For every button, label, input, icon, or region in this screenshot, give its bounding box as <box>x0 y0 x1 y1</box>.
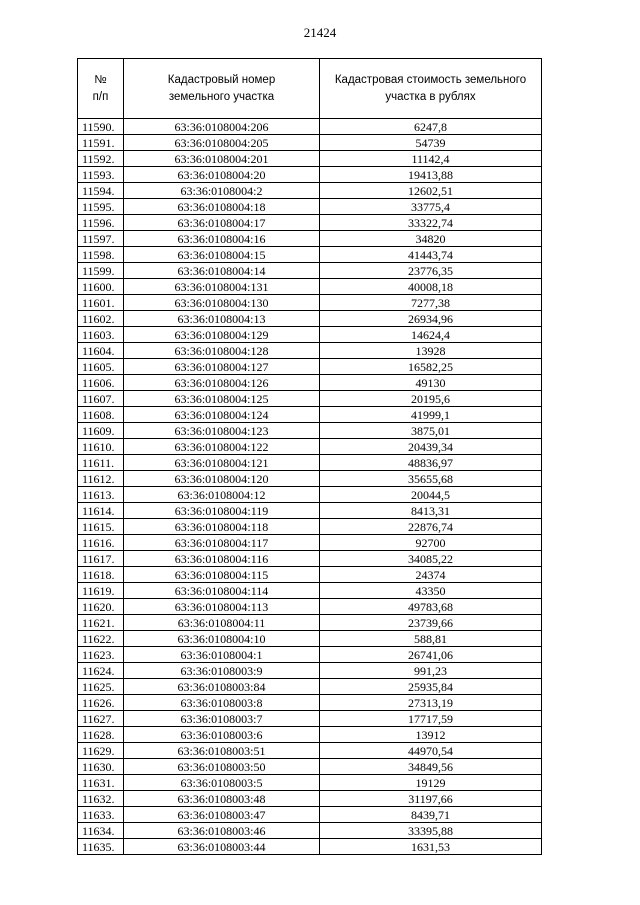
table-row <box>78 279 542 295</box>
cadastral-value-cell: 34085,22 <box>320 551 542 567</box>
row-number-cell: 11608. <box>78 407 124 423</box>
table-row <box>78 743 542 759</box>
row-number-cell: 11601. <box>78 295 124 311</box>
row-number-cell: 11612. <box>78 471 124 487</box>
row-number-cell: 11599. <box>78 263 124 279</box>
table-row <box>78 647 542 663</box>
row-number-cell: 11607. <box>78 391 124 407</box>
cadastral-value-cell: 43350 <box>320 583 542 599</box>
cadastral-number-cell: 63:36:0108003:9 <box>124 663 320 679</box>
table-row <box>78 759 542 775</box>
cadastral-number-cell: 63:36:0108004:11 <box>124 615 320 631</box>
cadastral-value-cell: 13928 <box>320 343 542 359</box>
cadastral-value-cell: 33322,74 <box>320 215 542 231</box>
cadastral-number-cell: 63:36:0108004:113 <box>124 599 320 615</box>
cadastral-number-cell: 63:36:0108003:84 <box>124 679 320 695</box>
table-row <box>78 711 542 727</box>
row-number-cell: 11622. <box>78 631 124 647</box>
cadastral-number-cell: 63:36:0108003:48 <box>124 791 320 807</box>
table-row <box>78 327 542 343</box>
cadastral-number-cell: 63:36:0108003:6 <box>124 727 320 743</box>
row-number-cell: 11615. <box>78 519 124 535</box>
cadastral-value-cell: 34849,56 <box>320 759 542 775</box>
cadastral-value-cell: 11142,4 <box>320 151 542 167</box>
row-number-cell: 11620. <box>78 599 124 615</box>
row-number-cell: 11633. <box>78 807 124 823</box>
cadastral-number-cell: 63:36:0108004:12 <box>124 487 320 503</box>
table-row <box>78 439 542 455</box>
table-row <box>78 455 542 471</box>
cadastral-number-cell: 63:36:0108004:20 <box>124 167 320 183</box>
cadastral-number-cell: 63:36:0108004:119 <box>124 503 320 519</box>
table-row <box>78 775 542 791</box>
cadastral-value-cell: 20439,34 <box>320 439 542 455</box>
cadastral-number-cell: 63:36:0108004:13 <box>124 311 320 327</box>
table-row <box>78 167 542 183</box>
header-cadastral-value-line-1: Кадастровая стоимость земельного <box>334 73 527 86</box>
cadastral-number-cell: 63:36:0108003:8 <box>124 695 320 711</box>
table-row <box>78 519 542 535</box>
row-number-cell: 11618. <box>78 567 124 583</box>
table-row <box>78 231 542 247</box>
cadastral-value-cell: 13912 <box>320 727 542 743</box>
table-header-row <box>78 59 542 119</box>
row-number-cell: 11627. <box>78 711 124 727</box>
cadastral-value-cell: 41443,74 <box>320 247 542 263</box>
row-number-cell: 11604. <box>78 343 124 359</box>
cadastral-value-cell: 3875,01 <box>320 423 542 439</box>
cadastral-value-cell: 49130 <box>320 375 542 391</box>
table-row <box>78 535 542 551</box>
row-number-cell: 11623. <box>78 647 124 663</box>
row-number-cell: 11611. <box>78 455 124 471</box>
header-row-number-line-2: п/п <box>92 90 109 103</box>
cadastral-number-cell: 63:36:0108004:115 <box>124 567 320 583</box>
row-number-cell: 11635. <box>78 839 124 855</box>
cadastral-value-cell: 20195,6 <box>320 391 542 407</box>
cadastral-number-cell: 63:36:0108003:5 <box>124 775 320 791</box>
cadastral-value-cell: 8413,31 <box>320 503 542 519</box>
cadastral-number-cell: 63:36:0108004:205 <box>124 135 320 151</box>
cadastral-number-cell: 63:36:0108004:15 <box>124 247 320 263</box>
row-number-cell: 11594. <box>78 183 124 199</box>
table-row <box>78 407 542 423</box>
row-number-cell: 11628. <box>78 727 124 743</box>
table-header <box>78 59 542 119</box>
row-number-cell: 11631. <box>78 775 124 791</box>
page-number: 21424 <box>303 25 337 40</box>
table-row <box>78 631 542 647</box>
table-row <box>78 663 542 679</box>
cadastral-value-cell: 17717,59 <box>320 711 542 727</box>
row-number-cell: 11590. <box>78 119 124 135</box>
table-row <box>78 503 542 519</box>
cadastral-value-cell: 48836,97 <box>320 455 542 471</box>
row-number-cell: 11591. <box>78 135 124 151</box>
cadastral-number-cell: 63:36:0108004:206 <box>124 119 320 135</box>
cadastral-number-cell: 63:36:0108004:201 <box>124 151 320 167</box>
cadastral-value-cell: 20044,5 <box>320 487 542 503</box>
cadastral-number-cell: 63:36:0108004:124 <box>124 407 320 423</box>
table-row <box>78 423 542 439</box>
row-number-cell: 11616. <box>78 535 124 551</box>
row-number-cell: 11598. <box>78 247 124 263</box>
row-number-cell: 11605. <box>78 359 124 375</box>
cadastral-number-cell: 63:36:0108004:126 <box>124 375 320 391</box>
cadastral-value-cell: 26741,06 <box>320 647 542 663</box>
table-row <box>78 471 542 487</box>
cadastral-number-cell: 63:36:0108004:128 <box>124 343 320 359</box>
cadastral-value-cell: 991,23 <box>320 663 542 679</box>
table-row <box>78 295 542 311</box>
cadastral-value-cell: 22876,74 <box>320 519 542 535</box>
table-row <box>78 119 542 135</box>
cadastral-value-table <box>77 58 542 855</box>
cadastral-number-cell: 63:36:0108004:114 <box>124 583 320 599</box>
table-row <box>78 583 542 599</box>
cadastral-number-cell: 63:36:0108003:47 <box>124 807 320 823</box>
cadastral-value-cell: 24374 <box>320 567 542 583</box>
cadastral-value-cell: 92700 <box>320 535 542 551</box>
cadastral-number-cell: 63:36:0108003:7 <box>124 711 320 727</box>
cadastral-number-cell: 63:36:0108004:127 <box>124 359 320 375</box>
row-number-cell: 11629. <box>78 743 124 759</box>
table-row <box>78 183 542 199</box>
cadastral-number-cell: 63:36:0108004:129 <box>124 327 320 343</box>
table-body <box>78 119 542 855</box>
table-row <box>78 375 542 391</box>
cadastral-value-cell: 44970,54 <box>320 743 542 759</box>
row-number-cell: 11602. <box>78 311 124 327</box>
cadastral-number-cell: 63:36:0108004:130 <box>124 295 320 311</box>
cadastral-number-cell: 63:36:0108004:122 <box>124 439 320 455</box>
header-cadastral-value-line-2: участка в рублях <box>385 90 476 103</box>
header-row-number <box>78 59 124 119</box>
cadastral-value-cell: 19413,88 <box>320 167 542 183</box>
cadastral-value-cell: 34820 <box>320 231 542 247</box>
table-row <box>78 599 542 615</box>
cadastral-value-cell: 8439,71 <box>320 807 542 823</box>
table-row <box>78 151 542 167</box>
cadastral-number-cell: 63:36:0108004:10 <box>124 631 320 647</box>
table-row <box>78 359 542 375</box>
cadastral-value-cell: 33775,4 <box>320 199 542 215</box>
cadastral-value-cell: 41999,1 <box>320 407 542 423</box>
cadastral-value-cell: 54739 <box>320 135 542 151</box>
row-number-cell: 11634. <box>78 823 124 839</box>
table-row <box>78 135 542 151</box>
table-row <box>78 567 542 583</box>
row-number-cell: 11630. <box>78 759 124 775</box>
cadastral-value-cell: 16582,25 <box>320 359 542 375</box>
cadastral-number-cell: 63:36:0108004:14 <box>124 263 320 279</box>
cadastral-number-cell: 63:36:0108004:17 <box>124 215 320 231</box>
cadastral-value-cell: 1631,53 <box>320 839 542 855</box>
row-number-cell: 11610. <box>78 439 124 455</box>
table-row <box>78 391 542 407</box>
cadastral-value-cell: 26934,96 <box>320 311 542 327</box>
cadastral-number-cell: 63:36:0108004:2 <box>124 183 320 199</box>
row-number-cell: 11603. <box>78 327 124 343</box>
row-number-cell: 11597. <box>78 231 124 247</box>
cadastral-number-cell: 63:36:0108004:18 <box>124 199 320 215</box>
cadastral-value-cell: 588,81 <box>320 631 542 647</box>
row-number-cell: 11606. <box>78 375 124 391</box>
table-row <box>78 679 542 695</box>
row-number-cell: 11596. <box>78 215 124 231</box>
cadastral-number-cell: 63:36:0108004:1 <box>124 647 320 663</box>
table-row <box>78 487 542 503</box>
table-row <box>78 551 542 567</box>
row-number-cell: 11595. <box>78 199 124 215</box>
row-number-cell: 11614. <box>78 503 124 519</box>
header-cadastral-number-line-2: земельного участка <box>168 90 275 103</box>
cadastral-value-cell: 25935,84 <box>320 679 542 695</box>
table-row <box>78 807 542 823</box>
cadastral-value-cell: 12602,51 <box>320 183 542 199</box>
cadastral-value-cell: 35655,68 <box>320 471 542 487</box>
row-number-cell: 11624. <box>78 663 124 679</box>
table-row <box>78 695 542 711</box>
cadastral-value-cell: 6247,8 <box>320 119 542 135</box>
row-number-cell: 11617. <box>78 551 124 567</box>
cadastral-value-cell: 23739,66 <box>320 615 542 631</box>
row-number-cell: 11626. <box>78 695 124 711</box>
cadastral-value-cell: 23776,35 <box>320 263 542 279</box>
table-row <box>78 791 542 807</box>
table-row <box>78 215 542 231</box>
cadastral-number-cell: 63:36:0108004:116 <box>124 551 320 567</box>
table-row <box>78 199 542 215</box>
header-row-number-line-1: № <box>94 73 107 86</box>
cadastral-number-cell: 63:36:0108004:131 <box>124 279 320 295</box>
cadastral-value-cell: 40008,18 <box>320 279 542 295</box>
row-number-cell: 11609. <box>78 423 124 439</box>
table-row <box>78 839 542 855</box>
table-row <box>78 343 542 359</box>
table-row <box>78 615 542 631</box>
cadastral-number-cell: 63:36:0108003:51 <box>124 743 320 759</box>
table-row <box>78 823 542 839</box>
row-number-cell: 11619. <box>78 583 124 599</box>
header-cadastral-number <box>124 59 320 119</box>
table-row <box>78 727 542 743</box>
row-number-cell: 11600. <box>78 279 124 295</box>
table-row <box>78 263 542 279</box>
row-number-cell: 11625. <box>78 679 124 695</box>
cadastral-value-cell: 49783,68 <box>320 599 542 615</box>
cadastral-value-cell: 27313,19 <box>320 695 542 711</box>
table-row <box>78 247 542 263</box>
row-number-cell: 11613. <box>78 487 124 503</box>
cadastral-number-cell: 63:36:0108004:117 <box>124 535 320 551</box>
header-cadastral-number-line-1: Кадастровый номер <box>167 73 276 86</box>
table-row <box>78 311 542 327</box>
row-number-cell: 11621. <box>78 615 124 631</box>
cadastral-value-cell: 14624,4 <box>320 327 542 343</box>
cadastral-number-cell: 63:36:0108004:118 <box>124 519 320 535</box>
cadastral-number-cell: 63:36:0108004:125 <box>124 391 320 407</box>
cadastral-value-cell: 7277,38 <box>320 295 542 311</box>
cadastral-number-cell: 63:36:0108003:44 <box>124 839 320 855</box>
cadastral-number-cell: 63:36:0108004:123 <box>124 423 320 439</box>
cadastral-number-cell: 63:36:0108004:16 <box>124 231 320 247</box>
cadastral-number-cell: 63:36:0108004:121 <box>124 455 320 471</box>
cadastral-value-cell: 33395,88 <box>320 823 542 839</box>
row-number-cell: 11592. <box>78 151 124 167</box>
cadastral-number-cell: 63:36:0108003:46 <box>124 823 320 839</box>
header-cadastral-value <box>320 59 542 119</box>
row-number-cell: 11593. <box>78 167 124 183</box>
cadastral-value-cell: 19129 <box>320 775 542 791</box>
row-number-cell: 11632. <box>78 791 124 807</box>
cadastral-number-cell: 63:36:0108003:50 <box>124 759 320 775</box>
cadastral-number-cell: 63:36:0108004:120 <box>124 471 320 487</box>
cadastral-value-cell: 31197,66 <box>320 791 542 807</box>
